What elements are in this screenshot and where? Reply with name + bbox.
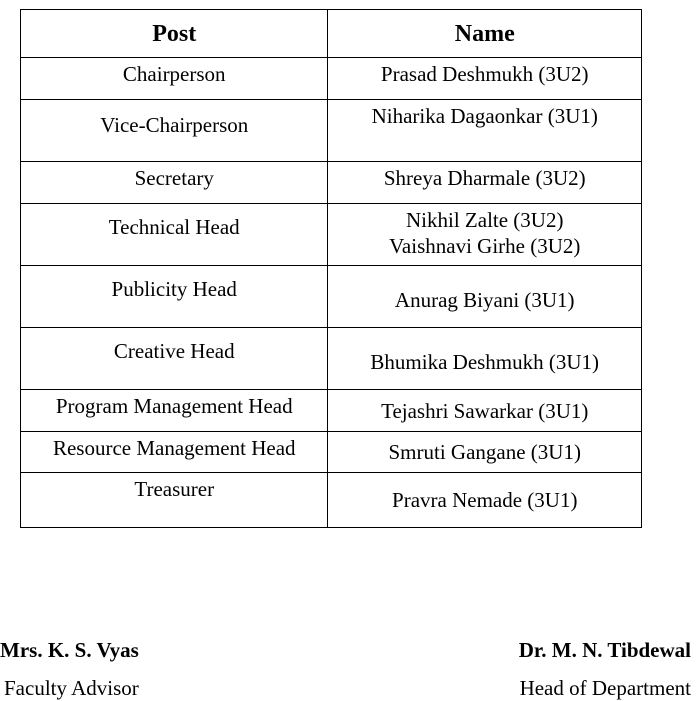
post-cell: Secretary <box>21 162 328 204</box>
post-cell: Vice-Chairperson <box>21 100 328 162</box>
table-row <box>21 390 642 432</box>
hod-name: Dr. M. N. Tibdewal <box>518 638 691 662</box>
member-name: Shreya Dharmale (3U2) <box>383 166 586 190</box>
member-name: Anurag Biyani (3U1) <box>394 287 575 312</box>
name-cell <box>328 162 642 204</box>
table-row <box>21 266 642 328</box>
member-name: Bhumika Deshmukh (3U1) <box>370 349 600 374</box>
name-cell <box>328 473 642 528</box>
member-name: Tejashri Sawarkar (3U1) <box>381 398 589 423</box>
name-cell <box>328 204 642 266</box>
post-cell: Resource Management Head <box>21 432 328 473</box>
table-row <box>21 432 642 473</box>
faculty-advisor-title: Faculty Advisor <box>4 676 139 700</box>
name-cell <box>328 432 642 473</box>
name-column-header: Name <box>328 10 642 58</box>
table-row <box>21 100 642 162</box>
member-name: Nikhil Zalte (3U2) <box>406 208 564 232</box>
member-name: Niharika Dagaonkar (3U1) <box>371 104 598 128</box>
post-column-header: Post <box>21 10 328 58</box>
table-row <box>21 328 642 390</box>
committee-table <box>20 9 642 528</box>
post-cell: Technical Head <box>21 204 328 266</box>
table-row <box>21 473 642 528</box>
table-row <box>21 58 642 100</box>
hod-title: Head of Department <box>519 676 691 700</box>
name-cell <box>328 100 642 162</box>
member-name: Vaishnavi Girhe (3U2) <box>389 234 581 258</box>
member-name: Prasad Deshmukh (3U2) <box>380 62 589 86</box>
post-cell: Publicity Head <box>21 266 328 328</box>
post-cell: Treasurer <box>21 473 328 528</box>
post-cell: Program Management Head <box>21 390 328 432</box>
member-name: Smruti Gangane (3U1) <box>388 440 581 464</box>
table-row <box>21 204 642 266</box>
table-header-row <box>21 10 642 58</box>
post-cell: Creative Head <box>21 328 328 390</box>
name-cell <box>328 266 642 328</box>
post-cell: Chairperson <box>21 58 328 100</box>
name-cell <box>328 390 642 432</box>
faculty-advisor-name: Mrs. K. S. Vyas <box>0 638 139 662</box>
name-cell <box>328 328 642 390</box>
table-row <box>21 162 642 204</box>
name-cell <box>328 58 642 100</box>
member-name: Pravra Nemade (3U1) <box>392 488 578 512</box>
